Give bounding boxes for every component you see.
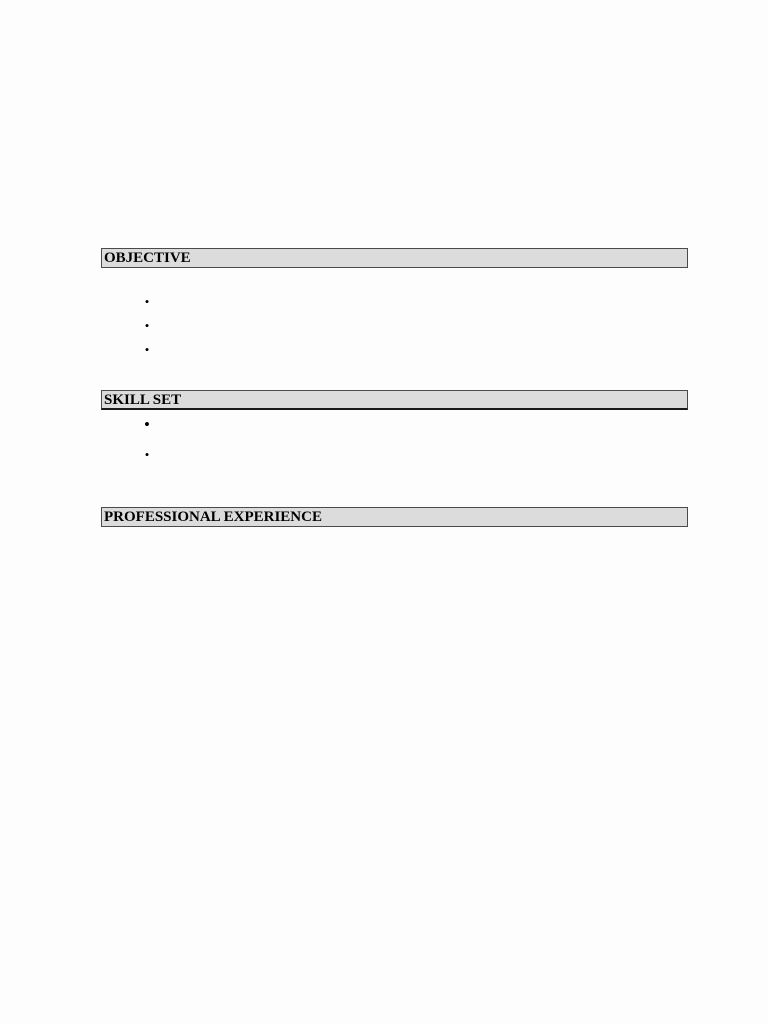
section-header-skill-set: SKILL SET bbox=[101, 390, 688, 410]
objective-bullet-1: • bbox=[144, 294, 150, 309]
skill-set-bullet-2: • bbox=[144, 447, 150, 462]
section-header-professional-experience: PROFESSIONAL EXPERIENCE bbox=[101, 507, 688, 527]
skill-set-bullet-1: • bbox=[144, 415, 150, 434]
section-header-objective: OBJECTIVE bbox=[101, 248, 688, 268]
objective-bullet-3: • bbox=[144, 342, 150, 357]
objective-bullet-2: • bbox=[144, 318, 150, 333]
